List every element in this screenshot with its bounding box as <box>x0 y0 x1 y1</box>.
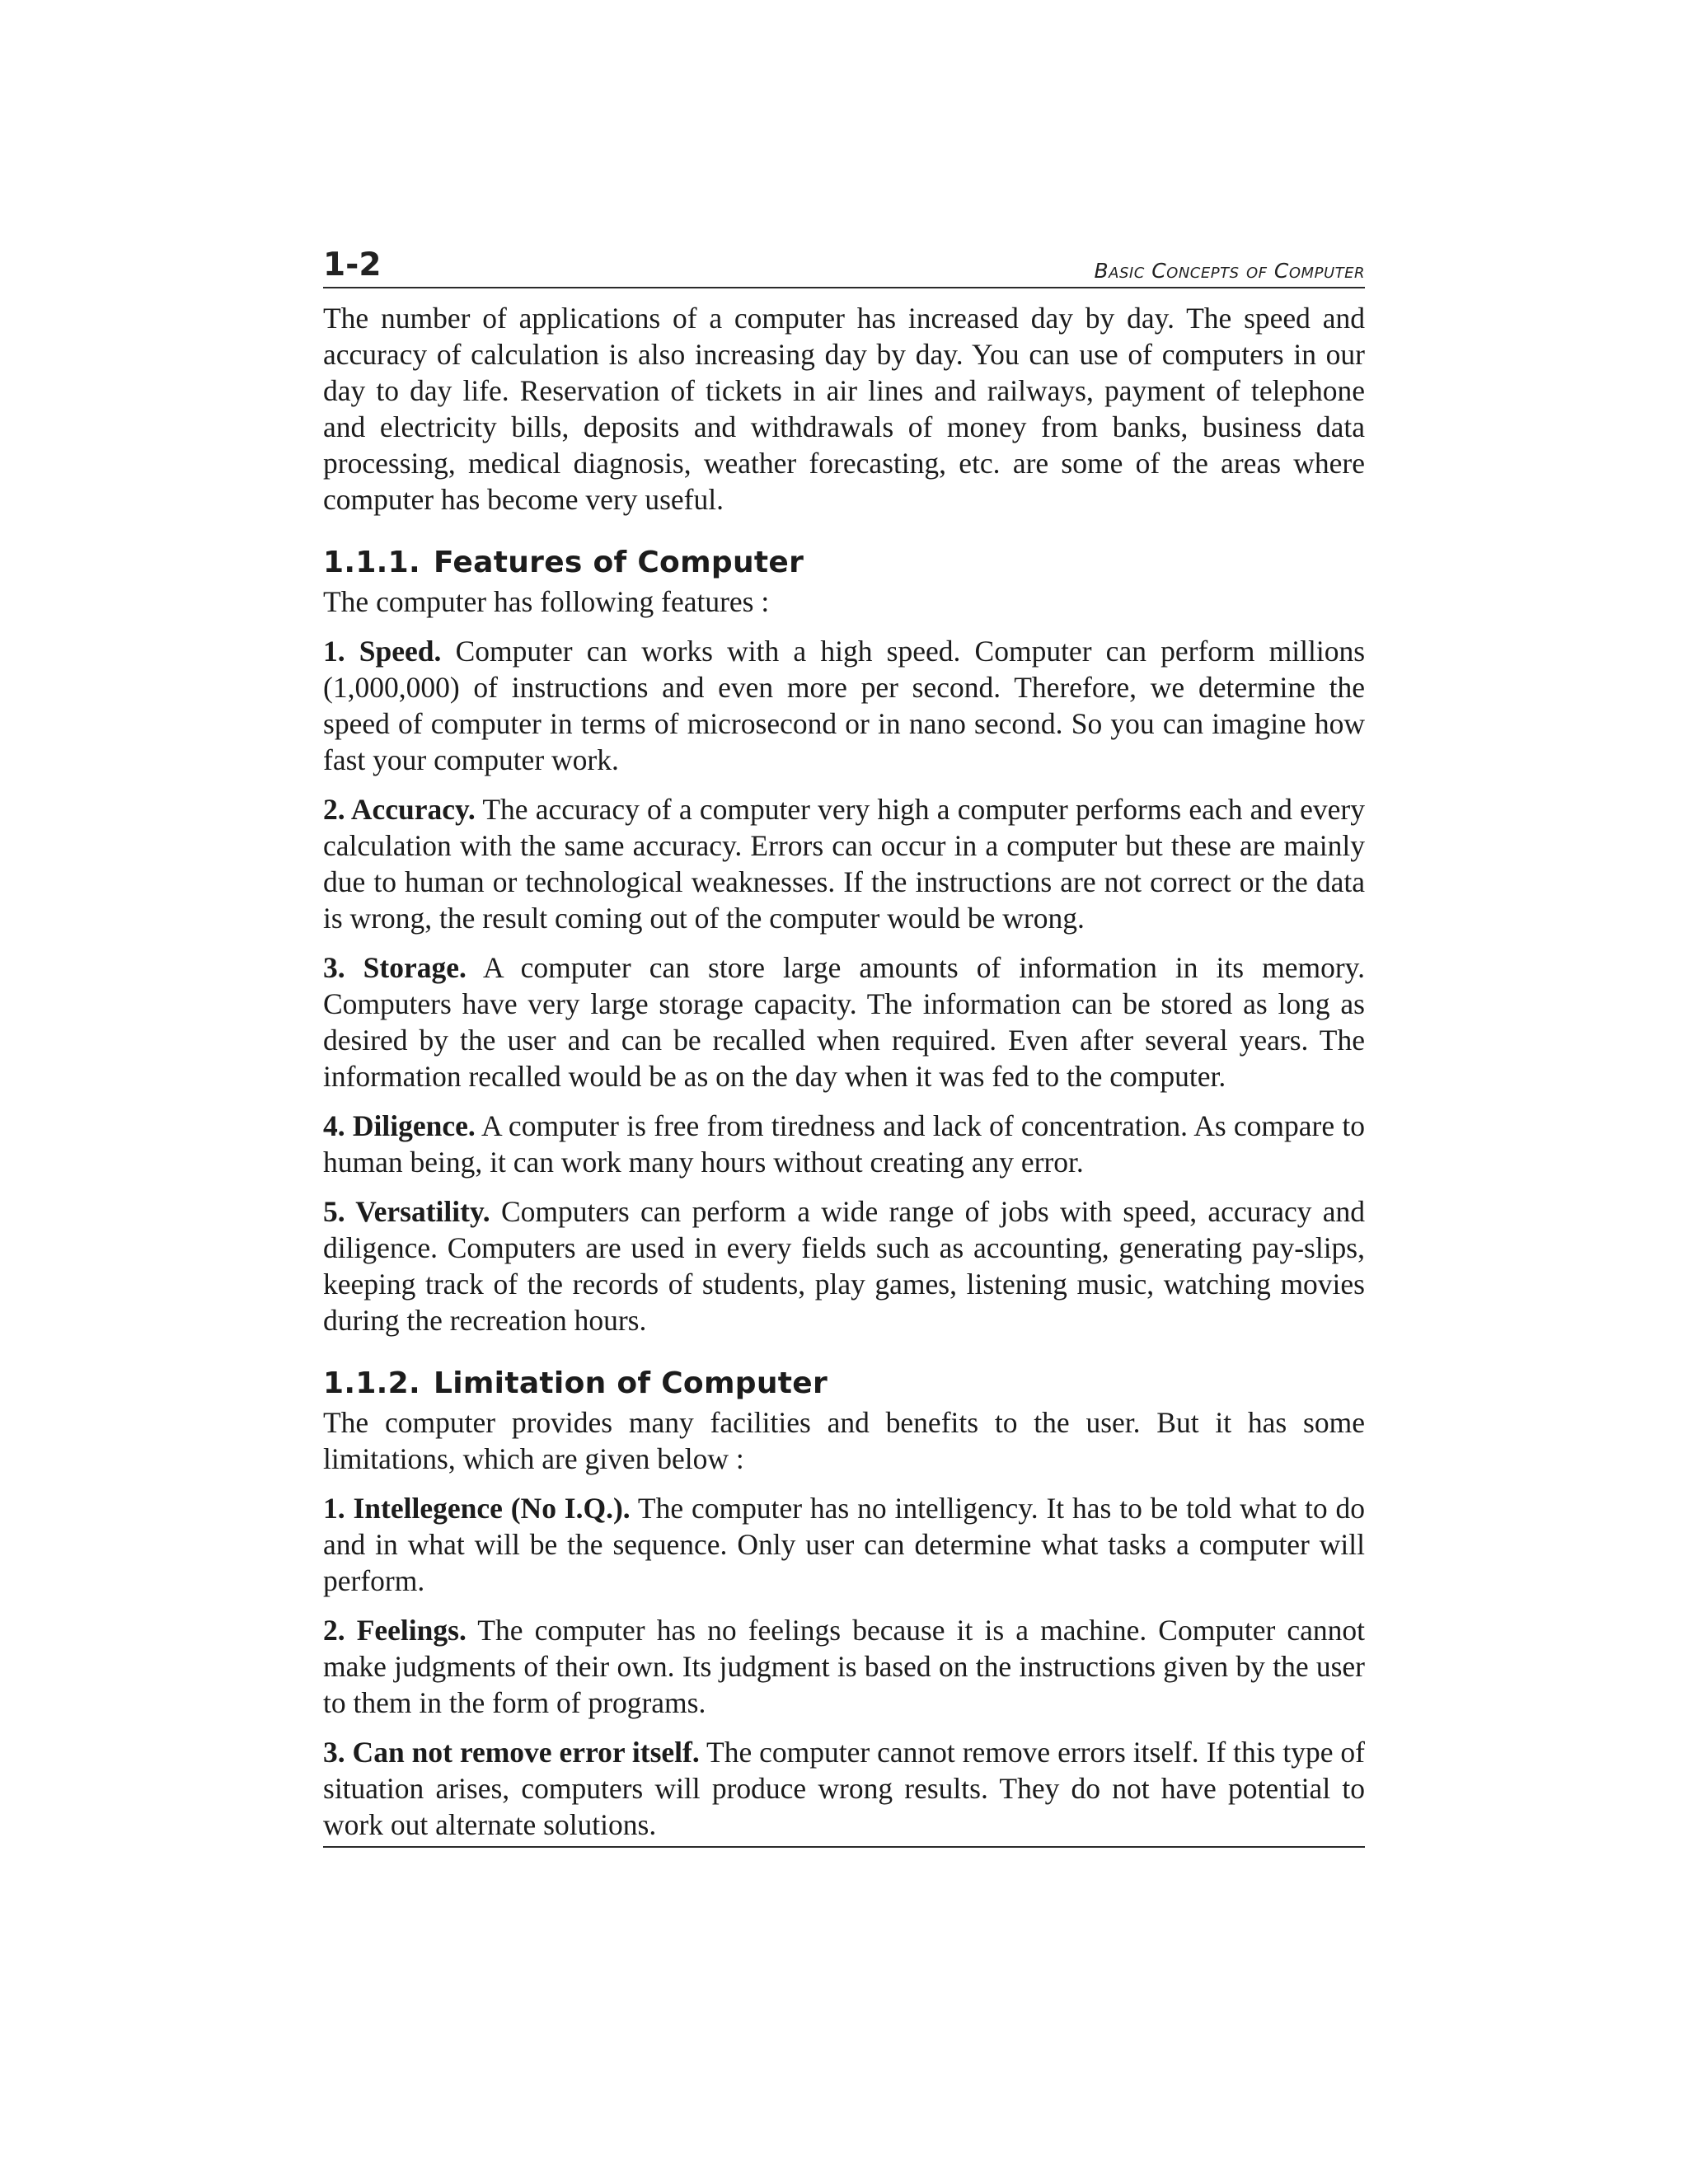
limitation-item <box>323 1612 1365 1721</box>
intro-paragraph: The number of applications of a computer has increased day by day. The speed and accuracy of calculation is also increasing day by day. You can use of computers in our day to day life. Reservation of tickets in air lines and railways, payment of telephone and electricity bills, deposits and withdrawals of money from banks, business data processing, medical diagnosis, weather forecasting, etc. are some of the areas where computer has become very useful. <box>323 302 1365 516</box>
section-number: 1.1.1. <box>323 546 420 579</box>
limitations-heading <box>323 1365 1365 1403</box>
page-number: 1-2 <box>323 246 382 284</box>
item-text: The computer cannot remove errors itself. If this type of situation arises, computers will produce wrong results. They do not have potential to work out alternate solutions. <box>323 1736 1365 1841</box>
feature-item <box>323 633 1365 778</box>
item-text: A computer is free from tiredness and lack of concentration. As compare to human being, it can work many hours without creating any error. <box>323 1109 1365 1179</box>
item-text: The computer has no intelligency. It has to be told what to do and in what will be the sequence. Only user can determine what tasks a computer will perform. <box>323 1492 1366 1597</box>
item-text: A computer can store large amounts of information in its memory. Computers have very large storage capacity. The information can be stored as long as desired by the user and can be recalled when required. Even after several years. The information recalled would be as on the day when it was fed to the computer. <box>323 951 1365 1093</box>
page-content <box>323 247 1365 1848</box>
item-title: 1. Intellegence (No I.Q.). <box>323 1492 631 1525</box>
features-heading <box>323 544 1365 582</box>
section-title: Limitation of Computer <box>433 1366 828 1400</box>
item-title: 4. Diligence. <box>323 1109 476 1142</box>
feature-item <box>323 1193 1365 1338</box>
item-title: 2. Accuracy. <box>323 793 476 826</box>
features-lead: The computer has following features : <box>323 585 770 618</box>
item-title: 1. Speed. <box>323 635 442 668</box>
feature-item <box>323 1108 1365 1180</box>
limitation-item <box>323 1734 1365 1843</box>
item-text: The accuracy of a computer very high a computer performs each and every calculation with the same accuracy. Errors can occur in a computer but these are mainly due to human or technological weaknesses. If the instructions are not correct or the data is wrong, the result coming out of the computer would be wrong. <box>323 793 1365 935</box>
section-title: Features of Computer <box>433 546 804 579</box>
section-number: 1.1.2. <box>323 1366 420 1400</box>
item-title: 2. Feelings. <box>323 1614 467 1647</box>
item-text: The computer has no feelings because it is a machine. Computer cannot make judgments of their own. Its judgment is based on the instructions given by the user to them in the form of programs. <box>323 1614 1365 1719</box>
bottom-rule <box>323 1846 1365 1848</box>
item-title: 3. Can not remove error itself. <box>323 1736 700 1769</box>
limitation-item <box>323 1490 1365 1599</box>
item-text: Computer can works with a high speed. Computer can perform millions (1,000,000) of instructions and even more per second. Therefore, we determine the speed of computer in terms of microsecond or in nano second. So you can imagine how fast your computer work. <box>323 635 1366 776</box>
feature-item <box>323 949 1365 1094</box>
limitations-lead: The computer provides many facilities and benefits to the user. But it has some limitations, which are given below : <box>323 1406 1365 1475</box>
book-title: Basic Concepts of Computer <box>1094 259 1365 283</box>
item-title: 5. Versatility. <box>323 1195 490 1228</box>
running-head <box>323 247 1365 288</box>
item-text: Computers can perform a wide range of jobs with speed, accuracy and diligence. Computers are used in every fields such as accounting, generating pay-slips, keeping track of the records of students, play games, listening music, watching movies during the recreation hours. <box>323 1195 1366 1337</box>
item-title: 3. Storage. <box>323 951 467 984</box>
feature-item <box>323 791 1365 936</box>
